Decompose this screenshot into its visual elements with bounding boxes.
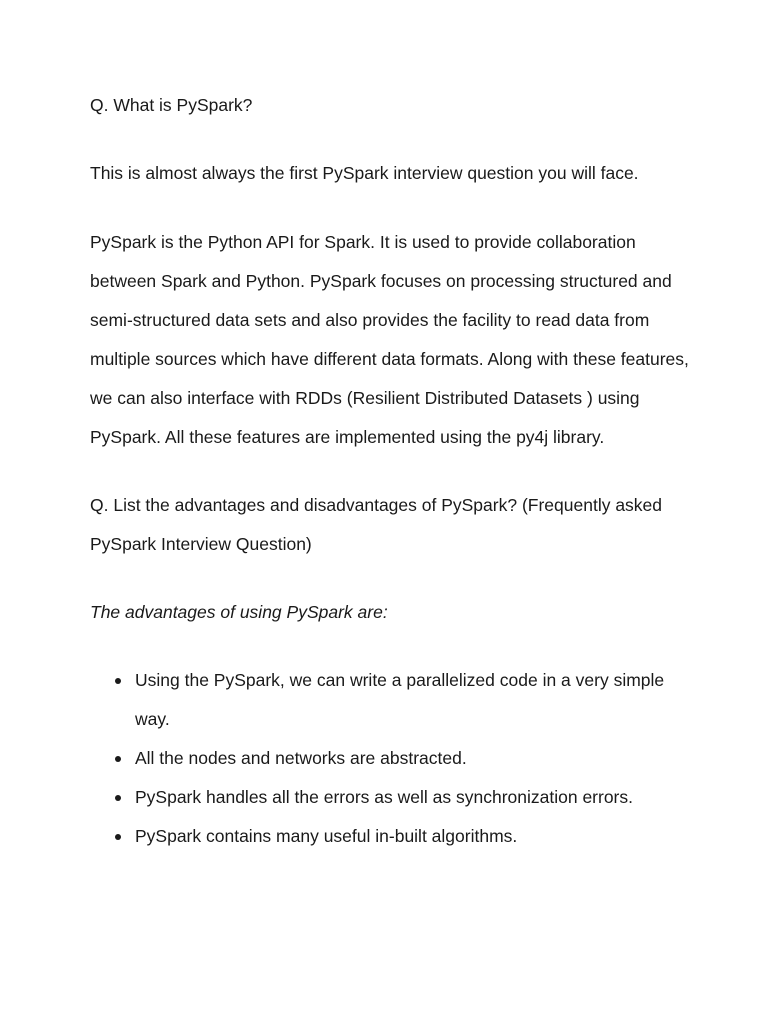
advantages-list	[90, 661, 690, 856]
bullet-icon	[115, 756, 121, 762]
bullet-icon	[115, 834, 121, 840]
bullet-icon	[115, 678, 121, 684]
bullet-icon	[115, 795, 121, 801]
list-item-text: All the nodes and networks are abstracted.	[135, 748, 467, 768]
list-item	[90, 778, 690, 817]
intro-paragraph: This is almost always the first PySpark interview question you will face.	[90, 163, 639, 183]
list-item-text: Using the PySpark, we can write a parallelized code in a very simple way.	[135, 670, 665, 729]
answer-paragraph: PySpark is the Python API for Spark. It is used to provide collaboration between Spark and Python. PySpark focuses on processing structured and semi-structured data sets and also provides the facility to read data from multiple sources which have different data formats. Along with these features, we can also interface with RDDs (Resilient Distributed Datasets ) using PySpark. All these features are implemented using the py4j library.	[90, 232, 689, 447]
question-heading-2: Q. List the advantages and disadvantages of PySpark? (Frequently asked PySpark Interview Question)	[90, 495, 663, 554]
list-item	[90, 661, 690, 739]
list-item	[90, 739, 690, 778]
list-item-text: PySpark contains many useful in-built algorithms.	[135, 826, 518, 846]
document-body	[90, 86, 690, 856]
list-item	[90, 817, 690, 856]
advantages-heading: The advantages of using PySpark are:	[90, 602, 388, 622]
question-heading-1: Q. What is PySpark?	[90, 95, 253, 115]
list-item-text: PySpark handles all the errors as well as synchronization errors.	[135, 787, 633, 807]
